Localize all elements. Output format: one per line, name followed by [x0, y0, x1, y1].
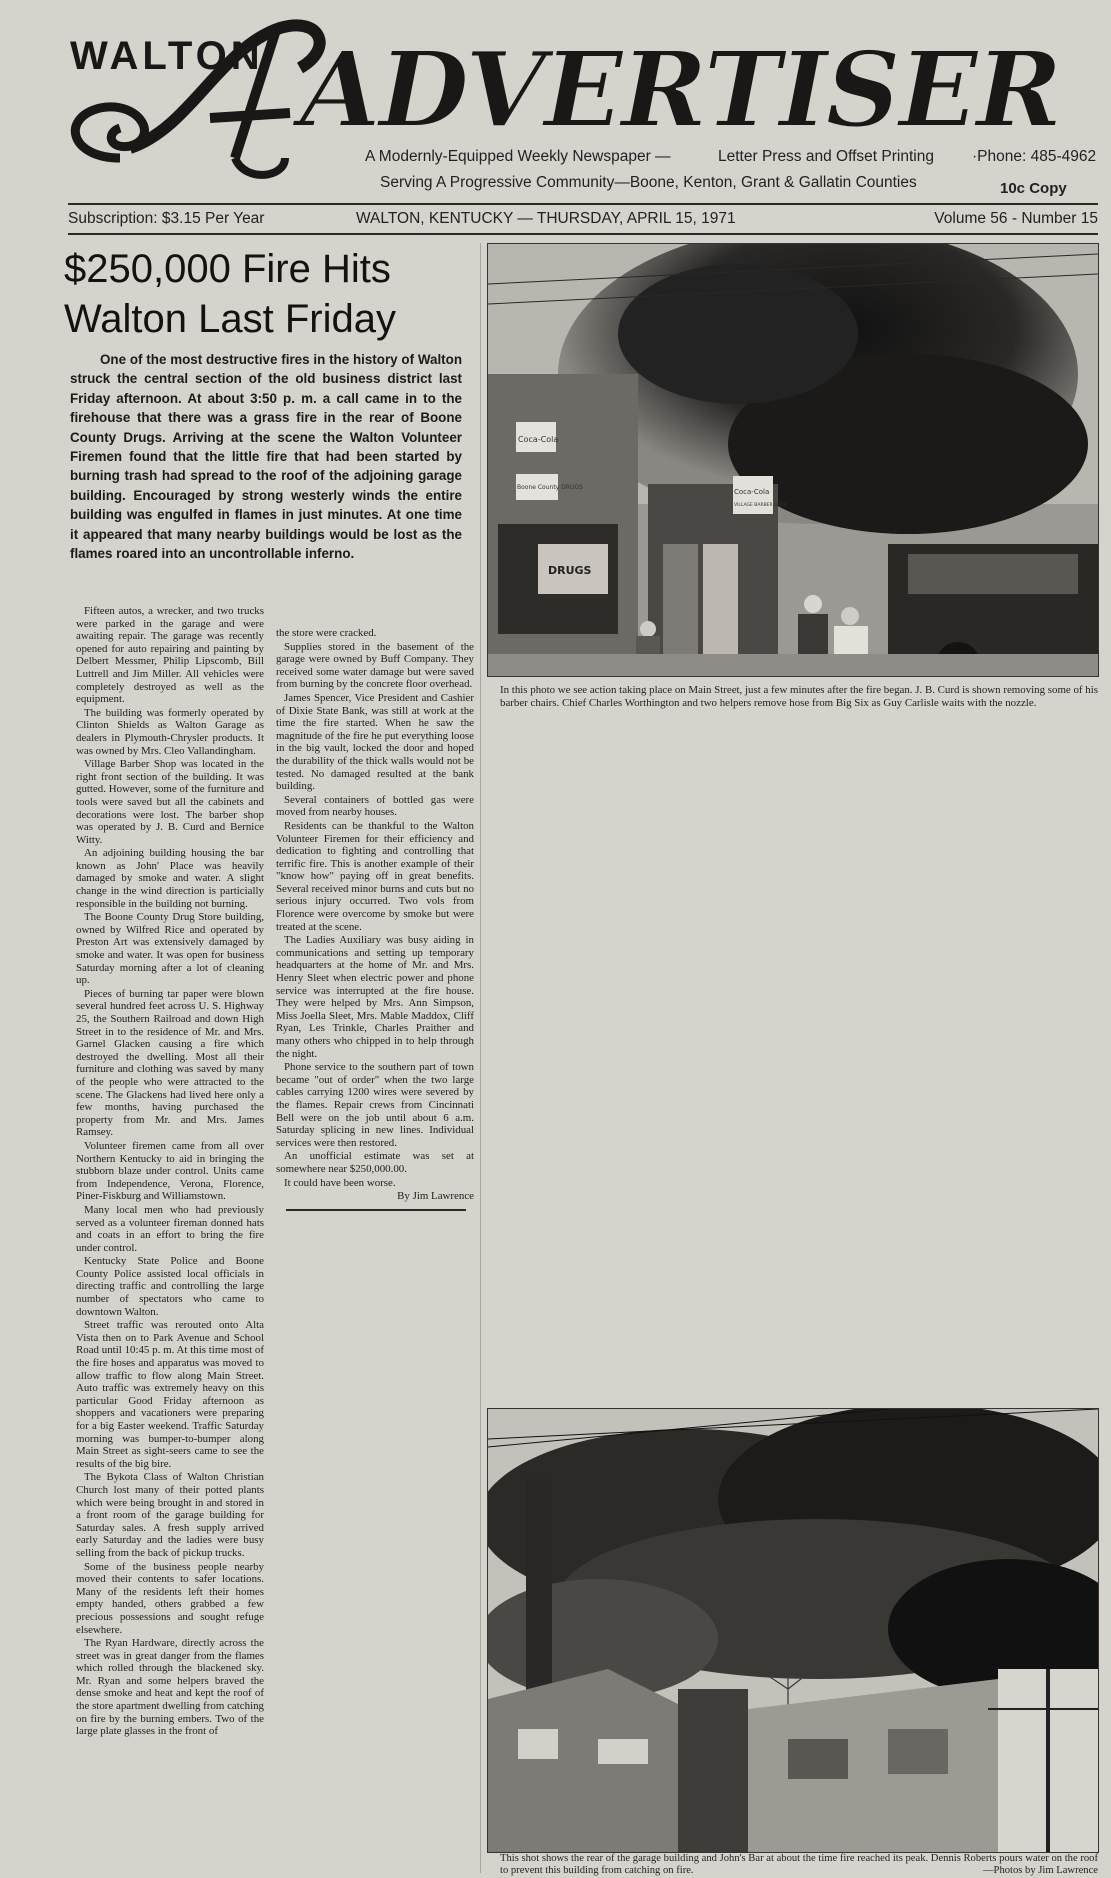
sign-boone-drugs: Boone County DRUGS — [517, 484, 583, 491]
paragraph: Phone service to the southern part of town became "out of order" when the two large cables carrying 1200 wires were severed by the flames. Repair crews from Cincinnati Bell were on the job until about 6 a.m. Saturday splicing in new lines. Individual services were then restored. — [276, 1061, 474, 1149]
masthead — [60, 8, 1100, 208]
sign-drugs-window: DRUGS — [548, 564, 592, 577]
subscription-price: Subscription: $3.15 Per Year — [68, 210, 265, 227]
sign-coca-cola-barber: Coca-Cola — [734, 488, 770, 496]
byline: By Jim Lawrence — [397, 1190, 474, 1203]
masthead-phone: ·Phone: 485-4962 — [972, 148, 1097, 165]
issue-date: WALTON, KENTUCKY — THURSDAY, APRIL 15, 1971 — [356, 210, 736, 227]
caption-text: This shot shows the rear of the garage building and John's Bar at about the time fire reached its peak. Dennis Roberts pours water on the roof to prevent this building from catching on fire. — [500, 1853, 1098, 1876]
paragraph: The Ladies Auxiliary was busy aiding in communications and setting up temporary headquarters at the home of Mr. and Mrs. Henry Sleet when electric power and phone service was interrupted at the fire house. They were helped by Mrs. Ann Simpson, Miss Joella Sleet, Mrs. Mable Maddox, Cliff Ryan, Les Trinkle, Charles Praither and many others who chipped in to help through the night. — [276, 934, 474, 1060]
photo-caption-1: In this photo we see action taking place on Main Street, just a few minutes after the fire began. J. B. Curd is shown removing some of his barber chairs. Chief Charles Worthington and two helpers remove hose from Big Six as Guy Carlisle waits with the nozzle. — [500, 684, 1098, 709]
masthead-price: 10c Copy — [1000, 180, 1067, 197]
sign-village-barber: VILLAGE BARBER SHOP — [734, 503, 787, 508]
photo-main-street-image — [488, 244, 1098, 676]
article-column-1 — [76, 605, 264, 1875]
masthead-printing: Letter Press and Offset Printing — [718, 148, 934, 165]
paragraph: Street traffic was rerouted onto Alta Vista then on to Park Avenue and School Road until 10:45 p. m. At this time most of the fire hoses and apparatus was moved to allow traffic to flow along Main Street. Auto traffic was extremely heavy on this particular Good Friday afternoon as shoppers and vacationers were preparing for a big Easter weekend. Traffic Saturday morning was bumper-to-bumper along Main Street as sight-seers came to see the results of the big bire. — [76, 1319, 264, 1470]
photo-rear-garage-fire — [487, 1408, 1099, 1853]
dateline-bar — [68, 203, 1098, 235]
paragraph: An adjoining building housing the bar known as John' Place was heavily damaged by smoke and water. A slight change in the wind direction is particially responsible in the building not burning. — [76, 847, 264, 910]
article-lead: One of the most destructive fires in the history of Walton struck the central section of the old business district last Friday afternoon. At about 3:50 p. m. a call came in to the firehouse that there was a grass fire in the rear of Boone County Drugs. Arriving at the scene the Walton Volunteer Firemen found that the little fire that had been started by burning trash had spread to the roof of the adjoining garage building. Encouraged by strong westerly winds the entire building was engulfed in flames in just minutes. At one time it appeared that many nearby buildings would be lost as the flames roared into an uncontrollable inferno. — [70, 352, 462, 562]
photo-credit: —Photos by Jim Lawrence — [982, 1865, 1098, 1876]
paragraph: The Boone County Drug Store building, owned by Wilfred Rice and operated by Preston Art was extensively damaged by smoke and water. It was open for business Saturday morning after a lot of cleaning up. — [76, 911, 264, 987]
column-divider — [480, 243, 481, 1873]
article-headline: $250,000 Fire Hits Walton Last Friday — [64, 247, 396, 341]
sign-coca-cola-left: Coca-Cola — [518, 435, 559, 444]
paragraph: Village Barber Shop was located in the right front section of the building. It was gutted. However, some of the furniture and tools were saved but all the cabinets and decorations were lost. The barber shop was operated by J. B. Curd and Bernice Witty. — [76, 758, 264, 846]
photo-caption-2 — [500, 1853, 1098, 1877]
paragraph: Several containers of bottled gas were moved from nearby houses. — [276, 793, 474, 819]
paragraph: Residents can be thankful to the Walton Volunteer Firemen for their efficiency and dedication to fighting and controlling that terrific fire. This is another example of their "know how" paying off in great benefits. Several received minor burns and cuts but no serious injury occurred. Two vols from Florence were overcome by smoke but were treated at the scene. — [276, 819, 474, 933]
paragraph: An unofficial estimate was set at somewhere near $250,000.00. — [276, 1150, 474, 1175]
paragraph: Some of the business people nearby moved their contents to safer locations. Many of the residents left their homes empty handed, others grabbed a few precious possessions and sought refuge elsewhere. — [76, 1560, 264, 1636]
paragraph: James Spencer, Vice President and Cashier of Dixie State Bank, was still at work at the time the fire started. When he saw the magnitude of the fire he put everything loose in the big vault, locked the door and hoped the durability of the thick walls would not be tested. No damaged resulted at the bank building. — [276, 691, 474, 793]
masthead-title: ADVERTISER — [300, 28, 1061, 151]
paragraph: Volunteer firemen came from all over Northern Kentucky to aid in bringing the stubborn blaze under control. Units came from Independence, Verona, Florence, Piner-Fiskburg and Williamstown. — [76, 1139, 264, 1203]
paragraph: Many local men who had previously served as a volunteer fireman donned hats and coats in an effort to bring the fire under control. — [76, 1203, 264, 1254]
paragraph: Supplies stored in the basement of the garage were owned by Buff Company. They received some water damage but were saved from burning by the concrete floor overhead. — [276, 640, 474, 691]
paragraph: It could have been worse. — [284, 1176, 396, 1189]
paragraph: Pieces of burning tar paper were blown several hundred feet across U. S. Highway 25, the Southern Railroad and down High Street in to the residence of Mr. and Mrs. Garnel Glacken causing a fire which destroyed the dwelling. Most all their furniture and clothing was saved by many of the people who were attracted to the scene. The Glackens had lived here only a few months, having purchased the property from Mr. and Mrs. James Ramsey. — [76, 987, 264, 1139]
volume-number: Volume 56 - Number 15 — [934, 210, 1098, 227]
photo-main-street-fire — [487, 243, 1099, 677]
masthead-service-area: Serving A Progressive Community—Boone, Kenton, Grant & Gallatin Counties — [380, 174, 917, 191]
paragraph: The Ryan Hardware, directly across the street was in great danger from the flames which rolled through the blackened sky. Mr. Ryan and some helpers braved the dense smoke and heat and kept the roof of the store apartment dwelling from catching on fire by the burning embers. Two of the large plate glasses in the front of — [76, 1637, 264, 1738]
end-rule — [286, 1209, 466, 1211]
paragraph: The Bykota Class of Walton Christian Church lost many of their potted plants which were being brought in and stored in a front room of the garage building for Saturday sales. A fresh supply arrived early Saturday and the ladies were busy selling from the back of pickup trucks. — [76, 1471, 264, 1559]
paragraph: Kentucky State Police and Boone County Police assisted local officials in directing traffic and controlling the large number of spectators who came to downtown Walton. — [76, 1255, 264, 1318]
masthead-tagline: A Modernly-Equipped Weekly Newspaper — — [365, 148, 671, 165]
article-column-2 — [276, 627, 474, 1211]
paragraph: the store were cracked. — [276, 627, 377, 639]
photo-rear-garage-image — [488, 1409, 1098, 1852]
masthead-walton: WALTON — [70, 34, 264, 78]
paragraph: The building was formerly operated by Clinton Shields as Walton Garage as dealers in Plymouth-Chrysler products. It was owned by Mrs. Cleo Vallandingham. — [76, 706, 264, 757]
paragraph: Fifteen autos, a wrecker, and two trucks were parked in the garage and were awaiting repair. The garage was recently opened for auto repairing and painting by Delbert Messmer, Philip Lipscomb, Bill Luttrell and Jim Miller. All vehicles were completely destroyed as well as the equipment. — [76, 605, 264, 706]
